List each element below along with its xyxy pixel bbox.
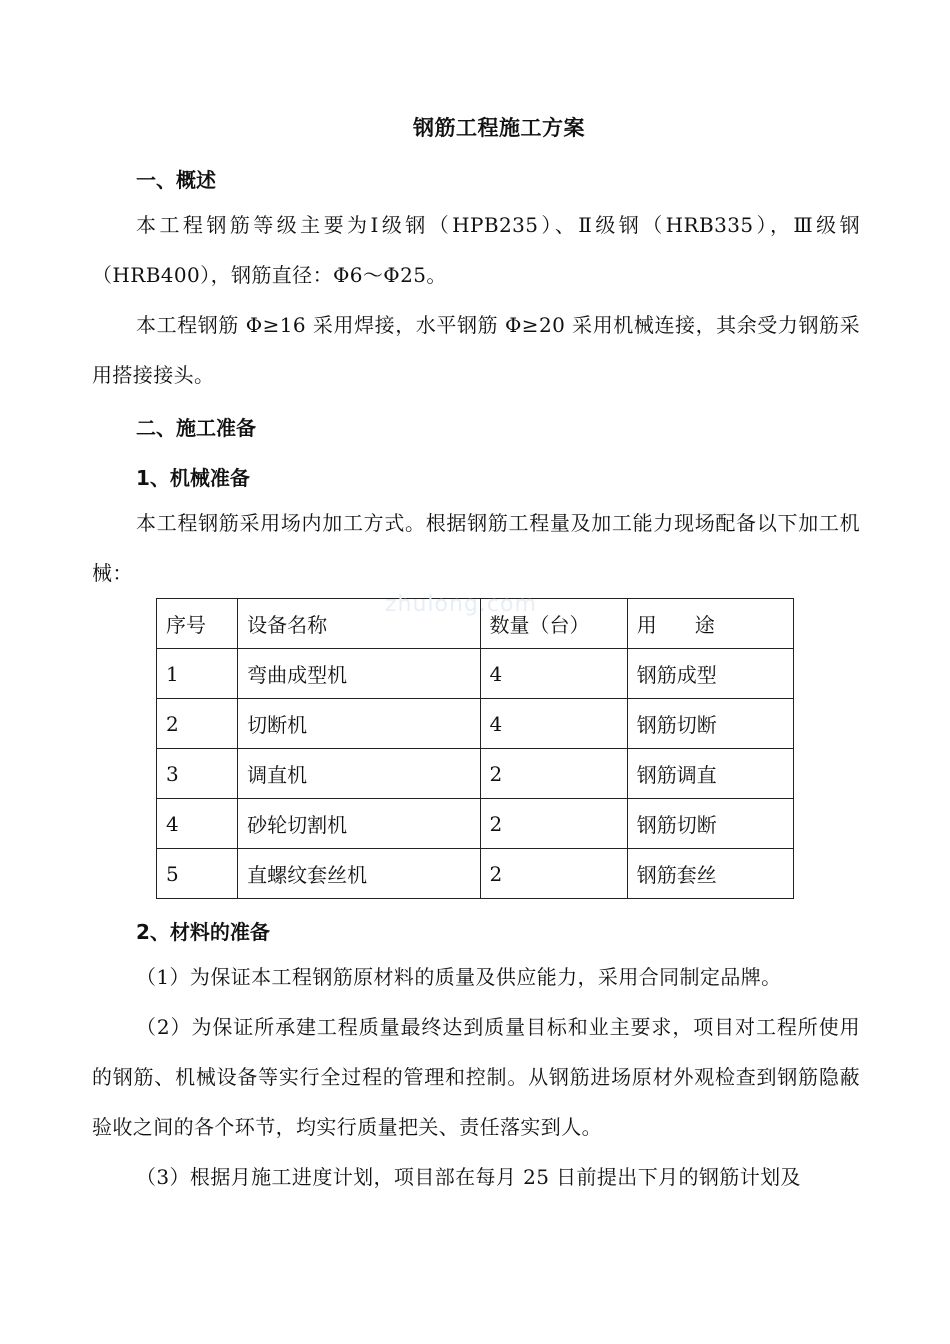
paragraph-material-1: （1）为保证本工程钢筋原材料的质量及供应能力，采用合同制定品牌。 <box>136 965 782 989</box>
cell-qty: 2 <box>480 749 627 799</box>
paragraph-connection-methods: 本工程钢筋 Φ≥16 采用焊接，水平钢筋 Φ≥20 采用机械连接，其余受力钢筋采用搭接接头。 <box>92 313 860 387</box>
table-row <box>157 849 794 899</box>
table-row <box>157 649 794 699</box>
header-use-char-1: 用 <box>636 613 657 637</box>
header-cell-no: 序号 <box>157 599 238 649</box>
cell-no: 1 <box>157 649 238 699</box>
cell-qty: 4 <box>480 649 627 699</box>
cell-qty: 2 <box>480 799 627 849</box>
subsection-heading-materials: 2、材料的准备 <box>136 920 270 944</box>
table-header-row <box>157 599 794 649</box>
table-row <box>157 749 794 799</box>
section-heading-overview: 一、概述 <box>136 168 216 192</box>
section-heading-preparation: 二、施工准备 <box>136 416 256 440</box>
cell-use: 钢筋成型 <box>627 649 793 699</box>
header-cell-qty: 数量（台） <box>480 599 627 649</box>
paragraph-machinery-intro: 本工程钢筋采用场内加工方式。根据钢筋工程量及加工能力现场配备以下加工机械： <box>92 511 860 585</box>
header-use-char-2: 途 <box>694 613 715 637</box>
cell-name: 调直机 <box>238 749 480 799</box>
equipment-table <box>156 598 794 899</box>
cell-name: 弯曲成型机 <box>238 649 480 699</box>
cell-use: 钢筋切断 <box>627 799 793 849</box>
cell-qty: 2 <box>480 849 627 899</box>
cell-no: 5 <box>157 849 238 899</box>
cell-name: 砂轮切割机 <box>238 799 480 849</box>
paragraph-material-2: （2）为保证所承建工程质量最终达到质量目标和业主要求，项目对工程所使用的钢筋、机械设备等实行全过程的管理和控制。从钢筋进场原材外观检查到钢筋隐蔽验收之间的各个环节，均实行质量把关、责任落实到人。 <box>92 1015 860 1139</box>
cell-use: 钢筋切断 <box>627 699 793 749</box>
paragraph-steel-grades: 本工程钢筋等级主要为Ⅰ级钢（HPB235）、Ⅱ级钢（HRB335），Ⅲ级钢（HRB400），钢筋直径：Φ6～Φ25。 <box>92 213 860 287</box>
subsection-heading-machinery: 1、机械准备 <box>136 466 250 490</box>
paragraph-material-3: （3）根据月施工进度计划，项目部在每月 25 日前提出下月的钢筋计划及 <box>136 1165 801 1189</box>
watermark: zhulong.com <box>385 592 537 617</box>
document-title: 钢筋工程施工方案 <box>413 116 585 140</box>
cell-no: 4 <box>157 799 238 849</box>
cell-use: 钢筋套丝 <box>627 849 793 899</box>
table-row <box>157 699 794 749</box>
header-cell-use <box>627 599 793 649</box>
table-row <box>157 799 794 849</box>
cell-name: 切断机 <box>238 699 480 749</box>
header-cell-name: 设备名称 <box>238 599 480 649</box>
cell-use: 钢筋调直 <box>627 749 793 799</box>
cell-name: 直螺纹套丝机 <box>238 849 480 899</box>
cell-no: 2 <box>157 699 238 749</box>
cell-no: 3 <box>157 749 238 799</box>
cell-qty: 4 <box>480 699 627 749</box>
